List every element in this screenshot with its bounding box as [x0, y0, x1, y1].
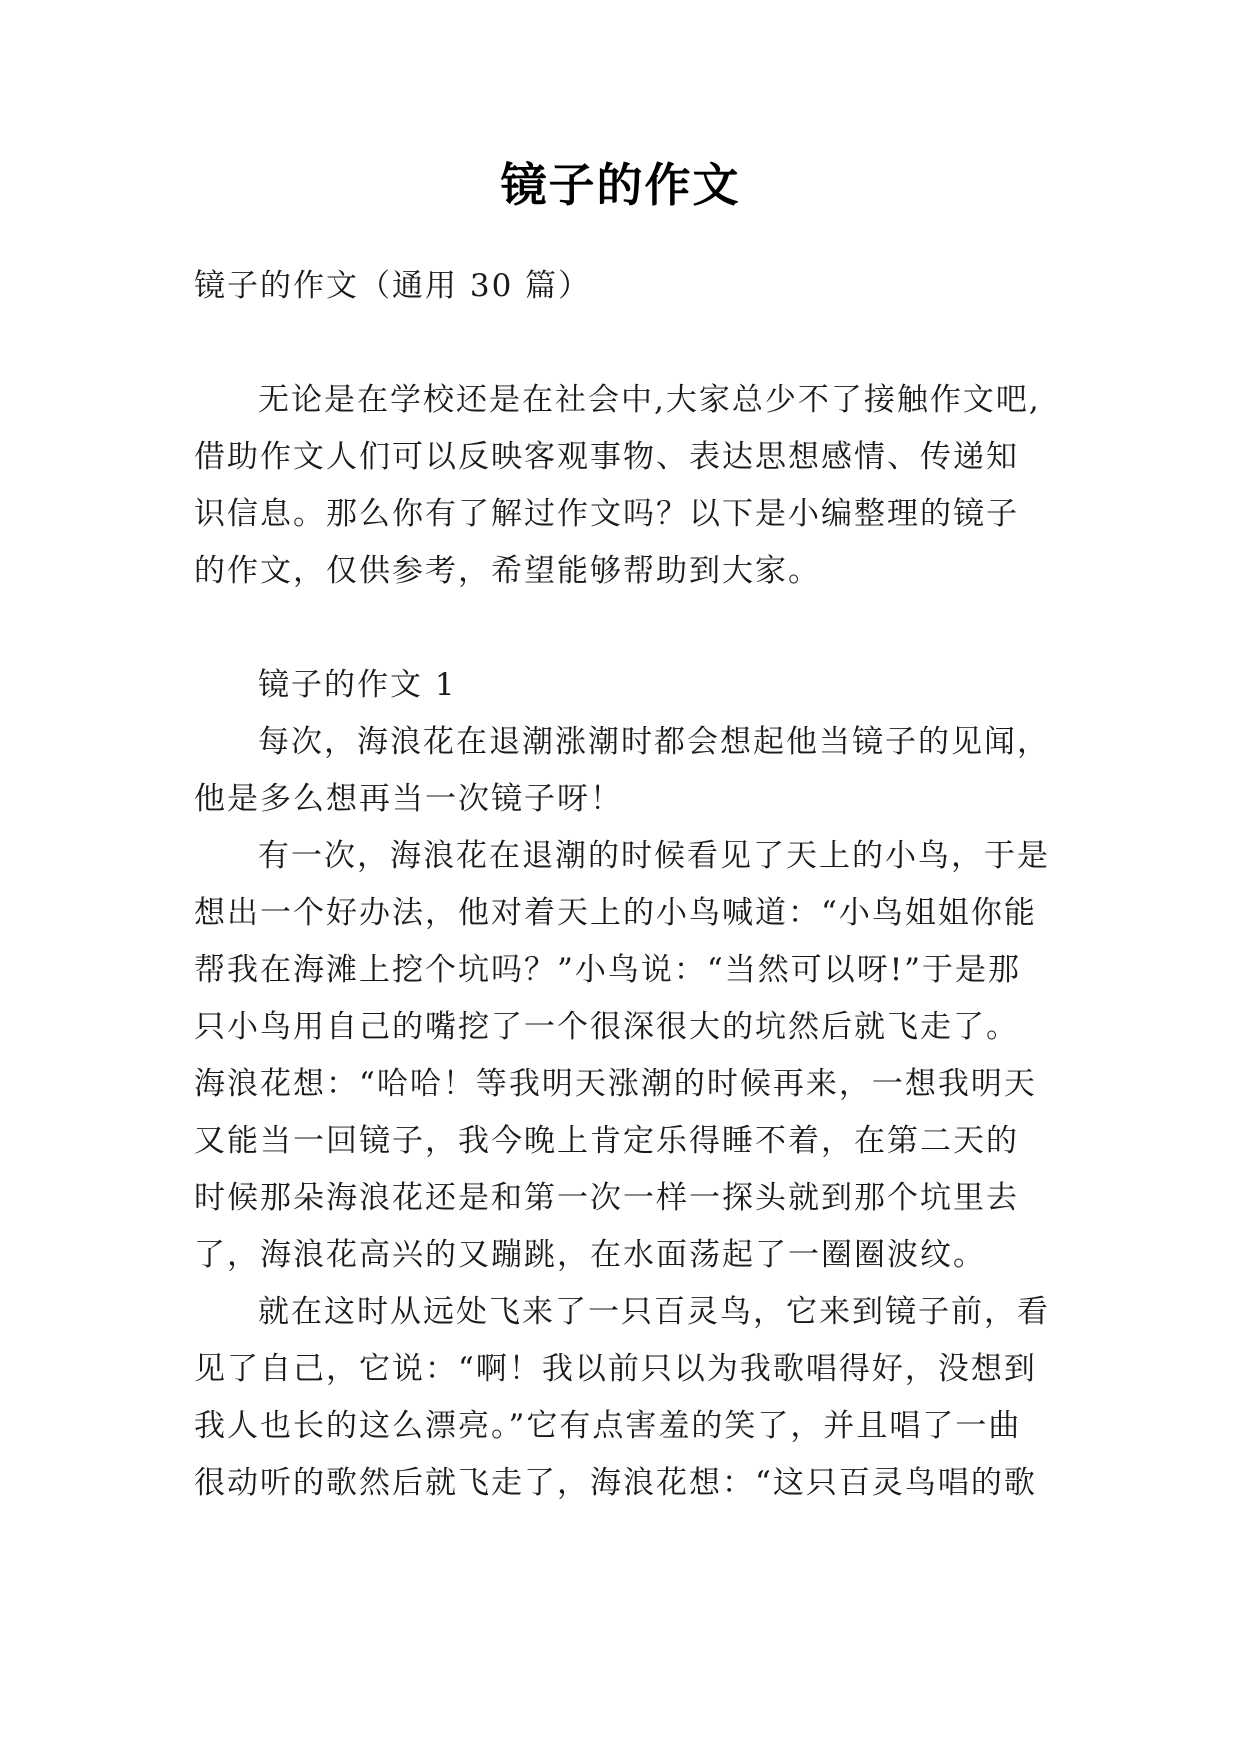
body-paragraph: 每次，海浪花在退潮涨潮时都会想起他当镜子的见闻，他是多么想再当一次镜子呀！: [194, 724, 1050, 817]
body-paragraph: 有一次，海浪花在退潮的时候看见了天上的小鸟，于是想出一个好办法，他对着天上的小鸟喊道：“小鸟姐姐你能帮我在海滩上挖个坑吗？”小鸟说：“当然可以呀!”于是那只小鸟用自己的嘴挖了一个很深很大的坑然后就飞走了。海浪花想：“哈哈！等我明天涨潮的时候再来，一想我明天又能当一回镜子，我今晚上肯定乐得睡不着，在第二天的时候那朵海浪花还是和第一次一样一探头就到那个坑里去了，海浪花高兴的又蹦跳，在水面荡起了一圈圈波纹。: [194, 838, 1050, 1273]
document-title: 镜子的作文: [500, 158, 741, 212]
essay-heading: 镜子的作文 1: [258, 667, 457, 703]
document-body: [194, 258, 1050, 1512]
body-paragraph: 就在这时从远处飞来了一只百灵鸟，它来到镜子前，看见了自己，它说：“啊！我以前只以为我歌唱得好，没想到我人也长的这么漂亮。”它有点害羞的笑了，并且唱了一曲很动听的歌然后就飞走了，海浪花想：“这只百灵鸟唱的歌: [194, 1294, 1050, 1501]
intro-paragraph: 无论是在学校还是在社会中,大家总少不了接触作文吧,借助作文人们可以反映客观事物、表达思想感情、传递知识信息。那么你有了解过作文吗？以下是小编整理的镜子的作文，仅供参考，希望能够帮助到大家。: [194, 382, 1041, 589]
document-subtitle: 镜子的作文（通用 30 篇）: [194, 268, 592, 304]
